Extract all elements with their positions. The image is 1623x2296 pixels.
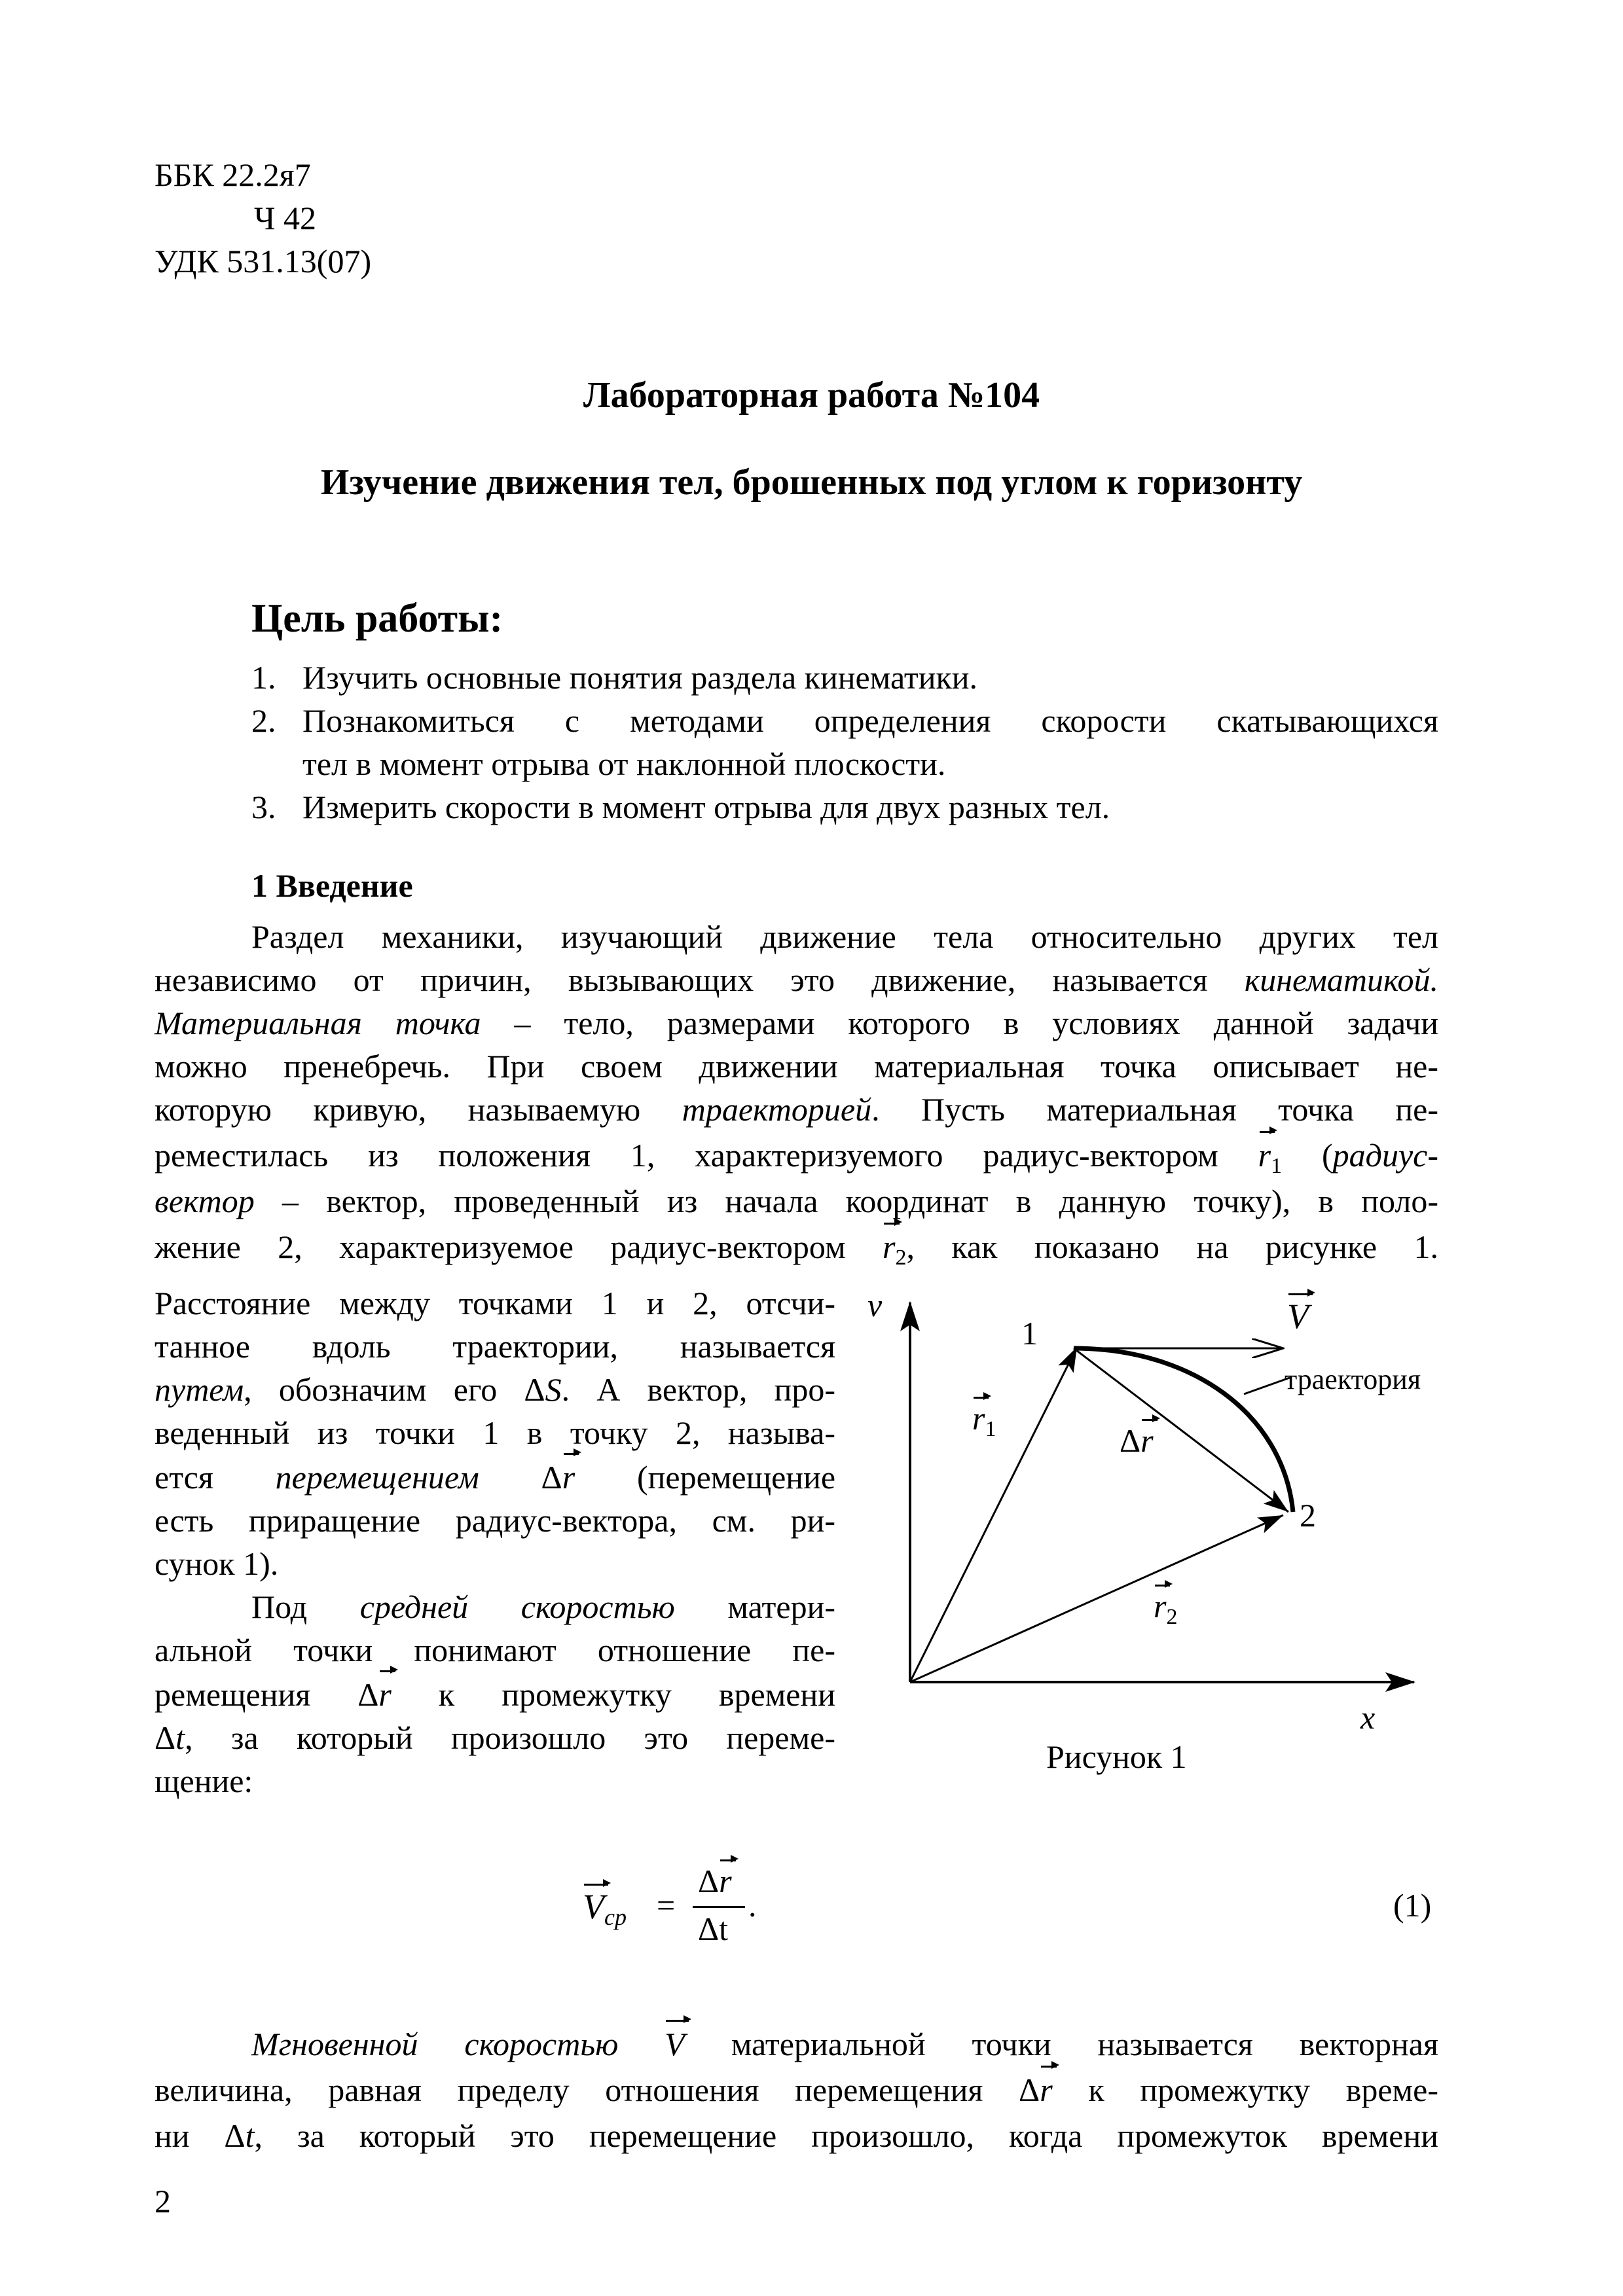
col-line-1: Расстояние между точками 1 и 2, отсчи- bbox=[155, 1285, 835, 1321]
intro-line-8: жение 2, характеризуемое радиус-вектором $r_2$, как показано на рисунке 1. bbox=[155, 1225, 1438, 1268]
goal-item-2-line-1: Познакомиться с методами определения скорости скатывающихся bbox=[302, 702, 1438, 739]
formula-fraction-line bbox=[693, 1906, 745, 1908]
lab-title: Лабораторная работа №104 bbox=[583, 375, 1040, 416]
goal-item-2-line-2: тел в момент отрыва от наклонной плоскости. bbox=[302, 745, 946, 782]
col-line-9: альной точки понимают отношение пе- bbox=[155, 1632, 835, 1668]
bbk-code: ББК 22.2я7 bbox=[155, 156, 311, 193]
figure-point-2-label: 2 bbox=[1300, 1497, 1316, 1534]
col-line-10: ремещения Δr к промежутку времени bbox=[155, 1673, 835, 1716]
figure-r2-label: $r_2$ bbox=[1154, 1588, 1178, 1629]
col-line-12: щение: bbox=[155, 1763, 253, 1799]
topic-title: Изучение движения тел, брошенных под углом к горизонту bbox=[320, 462, 1303, 503]
col-line-5: ется перемещением Δr (перемещение bbox=[155, 1456, 835, 1499]
intro-line-6: реместилась из положения 1, характеризуемого радиус-вектором $r_1$ (радиус- bbox=[155, 1134, 1438, 1177]
udk-code: УДК 531.13(07) bbox=[155, 243, 372, 279]
formula-equals: = bbox=[657, 1887, 676, 1924]
intro-line-2: независимо от причин, вызывающих это движение, называется кинематикой. bbox=[155, 961, 1438, 998]
after-line-3: ни Δt, за который это перемещение произошло, когда промежуток времени bbox=[155, 2117, 1438, 2154]
formula-dot: . bbox=[748, 1887, 757, 1924]
figure-velocity-label: V bbox=[1287, 1297, 1309, 1336]
formula-lhs: $V_{ср}$ bbox=[583, 1887, 627, 1930]
figure-trajectory-label: траектория bbox=[1285, 1363, 1421, 1395]
r1-vector-line bbox=[910, 1347, 1077, 1682]
trajectory-pointer bbox=[1244, 1378, 1290, 1394]
figure-axis-x-label: x bbox=[1360, 1699, 1376, 1736]
ch-code: Ч 42 bbox=[254, 200, 316, 236]
r2-vector-line bbox=[910, 1515, 1283, 1682]
goal-item-1-num: 1. bbox=[251, 659, 276, 696]
figure-caption: Рисунок 1 bbox=[1046, 1738, 1187, 1775]
formula-number: (1) bbox=[1393, 1887, 1432, 1924]
figure-r1-label: $r_1$ bbox=[972, 1400, 996, 1441]
figure-1-diagram bbox=[851, 1270, 1453, 1767]
goal-item-2-num: 2. bbox=[251, 702, 276, 739]
vector-r1: r bbox=[1258, 1134, 1271, 1177]
goal-item-1-text: Изучить основные понятия раздела кинематики. bbox=[302, 659, 978, 696]
page-number: 2 bbox=[155, 2183, 171, 2219]
figure-axis-y-label: v bbox=[867, 1287, 883, 1323]
col-line-8: Под средней скоростью матери- bbox=[251, 1588, 836, 1625]
after-line-2: величина, равная пределу отношения перемещения Δr к промежутку време- bbox=[155, 2068, 1438, 2111]
displacement-vector-line bbox=[1074, 1348, 1288, 1512]
formula-numerator: Δr bbox=[698, 1863, 732, 1899]
col-line-2: танное вдоль траектории, называется bbox=[155, 1328, 835, 1365]
after-line-1: Мгновенной скоростью V материальной точки называется векторная bbox=[251, 2022, 1438, 2066]
goal-heading: Цель работы: bbox=[251, 596, 503, 641]
col-line-4: веденный из точки 1 в точку 2, называ- bbox=[155, 1414, 835, 1451]
col-line-11: Δt, за который произошло это переме- bbox=[155, 1719, 835, 1756]
intro-line-5: которую кривую, называемую траекторией. Пусть материальная точка пе- bbox=[155, 1091, 1438, 1128]
formula-denominator: Δt bbox=[698, 1910, 729, 1947]
figure-dr-label: Δr bbox=[1120, 1422, 1154, 1459]
goal-item-3-text: Измерить скорости в момент отрыва для двух разных тел. bbox=[302, 789, 1110, 825]
intro-heading: 1 Введение bbox=[251, 867, 413, 904]
col-line-7: сунок 1). bbox=[155, 1545, 279, 1582]
intro-line-3: Материальная точка – тело, размерами которого в условиях данной задачи bbox=[155, 1005, 1438, 1041]
vector-dr: r bbox=[562, 1456, 575, 1499]
col-line-3: путем, обозначим его ΔS. А вектор, про- bbox=[155, 1371, 835, 1408]
intro-line-7: вектор – вектор, проведенный из начала координат в данную точку), в поло- bbox=[155, 1183, 1438, 1219]
vector-r2: r bbox=[883, 1225, 895, 1268]
intro-line-4: можно пренебречь. При своем движении материальная точка описывает не- bbox=[155, 1048, 1438, 1085]
col-line-6: есть приращение радиус-вектора, см. ри- bbox=[155, 1502, 835, 1539]
intro-line-1: Раздел механики, изучающий движение тела относительно других тел bbox=[251, 918, 1438, 955]
figure-point-1-label: 1 bbox=[1021, 1315, 1038, 1352]
goal-item-3-num: 3. bbox=[251, 789, 276, 825]
